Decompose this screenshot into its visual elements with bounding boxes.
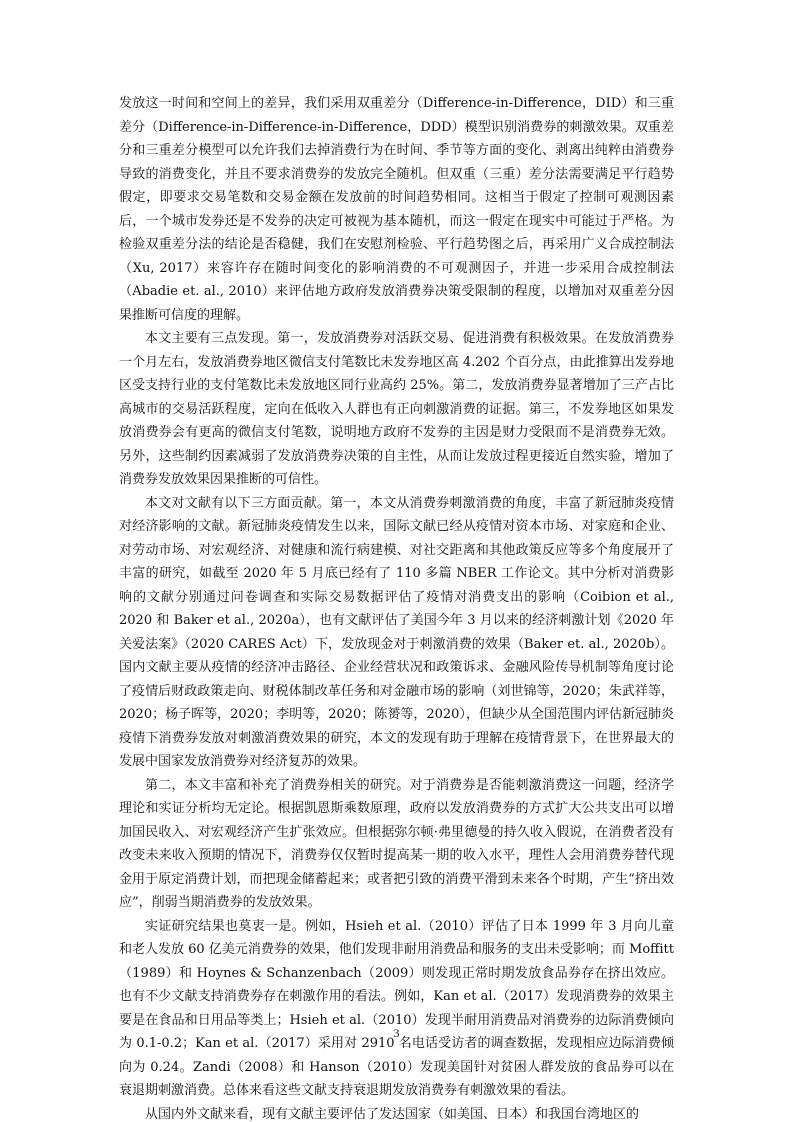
paragraph-findings: 本文主要有三点发现。第一，发放消费券对活跃交易、促进消费有积极效果。在发放消费券一个月左右，发放消费券地区微信支付笔数比未发券地区高 4.202 个百分点，由此推算出发券地区受支持行业的支付笔数比未发放地区同行业高约 25%。第二，发放消费券显著增加了三产占比高城市的交易活跃程度，定向在低收入人群也有正向刺激消费的证据。第三，不发券地区如果发放消费券会有更高的微信支付笔数，说明地方政府不发券的主因是财力受限而不是消费券无效。另外，这些制约因素减弱了发放消费券决策的自主性，从而让发放过程更接近自然实验，增加了消费券发放效果因果推断的可信性。 — [119, 331, 674, 487]
paragraph-domestic-literature: 从国内外文献来看，现有文献主要评估了发达国家（如美国、日本）和我国台湾地区的 — [145, 1106, 640, 1122]
paragraph-contribution-two: 第二，本文丰富和补充了消费券相关的研究。对于消费券是否能刺激消费这一问题，经济学理论和实证分析均无定论。根据凯恩斯乘数原理，政府以发放消费券的方式扩大公共支出可以增加国民收入、对宏观经济产生扩张效应。但根据弥尔顿·弗里德曼的持久收入假说，在消费者没有改变未来收入预期的情况下，消费券仅仅暂时提高某一期的收入水平，理性人会用消费券替代现金用于原定消费计划，而把现金储蓄起来；或者把引致的消费平滑到未来各个时期，产生“挤出效应”，削弱当期消费券的发放效果。 — [119, 777, 674, 910]
paragraph-contribution-one: 本文对文献有以下三方面贡献。第一，本文从消费券刺激消费的角度，丰富了新冠肺炎疫情对经济影响的文献。新冠肺炎疫情发生以来，国际文献已经从疫情对资本市场、对家庭和企业、对劳动市场、对宏观经济、对健康和流行病建模、对社交距离和其他政策反应等多个角度展开了丰富的研究，如截至 2020 年 5 月底已经有了 110 多篇 NBER 工作论文。其中分析对消费影响的文献分别通过问卷调查和实际交易数据评估了疫情对消费支出的影响（Coibion et al., 2020 和 Baker et al., 2020a），也有文献评估了美国今年 3 月以来的经济刺激计划《2020 年关爱法案》（2020 CARES Act）下，发放现金对于刺激消费的效果（Baker et. al., 2020b）。国内文献主要从疫情的经济冲击路径、企业经营状况和政策诉求、金融风险传导机制等角度讨论了疫情后财政政策走向、财税体制改革任务和对金融市场的影响（刘世锦等，2020；朱武祥等，2020；杨子晖等，2020；李明等，2020；陈赟等，2020），但缺少从全国范围内评估新冠肺炎疫情下消费券发放对刺激消费效果的研究，本文的发现有助于理解在疫情背景下，在世界最大的发展中国家发放消费券对经济复苏的效果。 — [119, 495, 674, 769]
body-text — [119, 92, 674, 1122]
paragraph-continued: 发放这一时间和空间上的差异，我们采用双重差分（Difference-in-Difference，DID）和三重差分（Difference-in-Difference-in-Difference，DDD）模型识别消费券的刺激效果。双重差分和三重差分模型可以允许我们去掉消费行为在时间、季节等方面的变化、剥离出纯粹由消费券导致的消费变化，并且不要求消费券的发放完全随机。但双重（三重）差分法需要满足平行趋势假定，即要求交易笔数和交易金额在发放前的时间趋势相同。这相当于假定了控制可观测因素后，一个城市发券还是不发券的决定可被视为基本随机，而这一假定在现实中可能过于严格。为检验双重差分法的结论是否稳健，我们在安慰剂检验、平行趋势图之后，再采用广义合成控制法（Xu, 2017）来容许存在随时间变化的影响消费的不可观测因子，并进一步采用合成控制法（Abadie et. al., 2010）来评估地方政府发放消费券决策受限制的程度，以增加对双重差分因果推断可信度的理解。 — [119, 96, 674, 323]
page-number: 3 — [393, 1026, 400, 1040]
paragraph-empirical-results: 实证研究结果也莫衷一是。例如，Hsieh et al.（2010）评估了日本 1999 年 3 月向儿童和老人发放 60 亿美元消费券的效果，他们发现非耐用消费品和服务的支出未受影响；而 Moffitt（1989）和 Hoynes & Schanzenbach（2009）则发现正常时期发放食品券存在挤出效应。也有不少文献支持消费券存在刺激作用的看法。例如，Kan et al.（2017）发现消费券的效果主要是在食品和日用品等类上；Hsieh et al.（2010）发现半耐用消费品对消费券的边际消费倾向为 0.1-0.2；Kan et al.（2017）采用对 2910 名电话受访者的调查数据，发现相应边际消费倾向为 0.24。Zandi（2008）和 Hanson（2010）发现美国针对贫困人群发放的食品券可以在衰退期刺激消费。总体来看这些文献支持衰退期发放消费券有刺激效果的看法。 — [119, 918, 674, 1098]
